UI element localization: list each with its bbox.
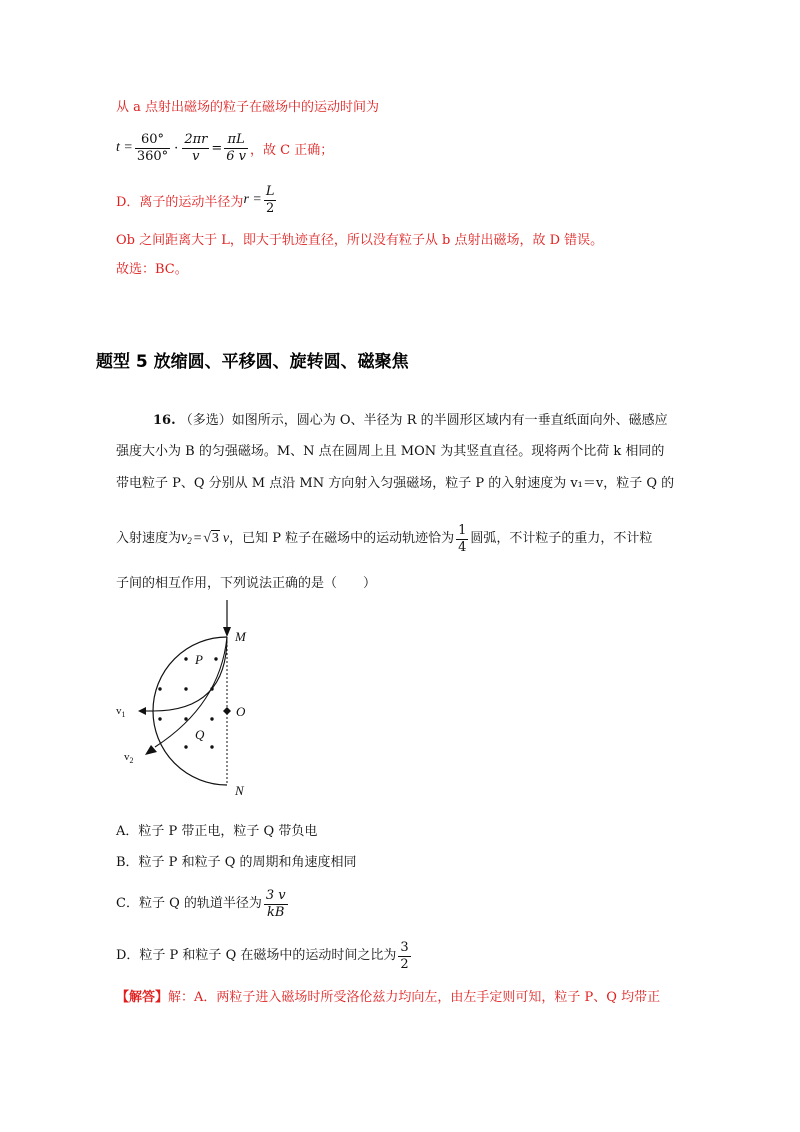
line4-c: 圆弧，不计粒子的重力，不计粒 [470,531,653,546]
incoming-arrowhead [223,627,231,637]
solution-line-1: 从 a 点射出磁场的粒子在磁场中的运动时间为 [116,100,380,115]
field-dot [184,717,187,720]
label-O: O [236,704,246,719]
fraction-1-4 [456,523,468,556]
frac-num: 60° [135,132,170,149]
line4-eq: = [192,531,203,546]
frac-den: 4 [458,539,467,555]
answer-line [116,988,660,1008]
v2-letter: v [124,751,130,763]
field-dot [210,745,213,748]
answer-tag: 【解答】 [116,990,169,1005]
label-v1 [116,705,126,719]
label-v2 [124,751,134,765]
field-dot [214,657,217,660]
line-D-r: r = [243,192,262,207]
label-N: N [235,783,244,798]
question-number: 16. [153,413,176,428]
fraction-L-2 [264,184,277,217]
solution-line-choice: 故选：BC。 [116,262,188,277]
frac-num: 3 [400,939,409,955]
line-D-prefix: D．离子的运动半径为 [116,194,244,210]
sqrt-radicand: 3 [211,531,219,546]
section-heading: 题型 5 放缩圆、平移圆、旋转圆、磁聚焦 [96,352,409,372]
question-line-1-text: （多选）如图所示，圆心为 O、半径为 R 的半圆形区域内有一垂直纸面向外、磁感应 [179,413,668,428]
trajectory-P [153,637,227,711]
frac-num: 3 v [265,887,286,903]
answer-text: 解：A．两粒子进入磁场时所受洛伦兹力均向左，由左手定则可知，粒子 P、Q 均带正 [168,990,661,1005]
fraction-piL-6v [224,132,248,165]
question-line-4 [116,518,652,560]
label-Q: Q [195,727,205,742]
label-P: P [195,652,203,667]
question-line-3: 带电粒子 P、Q 分别从 M 点沿 MN 方向射入匀强磁场，粒子 P 的入射速度为 v₁＝v，粒子 Q 的 [116,476,675,491]
frac-num: 2πr [184,131,208,147]
fraction-3-2 [398,940,410,973]
formula-t [116,126,333,170]
option-D-prefix: D．粒子 P 和粒子 Q 在磁场中的运动时间之比为 [116,948,397,963]
field-dot [158,717,161,720]
trajectory-Q [155,637,227,747]
v1-arrowhead [138,707,146,715]
dot-operator: · [174,140,179,156]
line4-b: ，已知 P 粒子在磁场中的运动轨迹恰为 [229,531,455,546]
option-B: B．粒子 P 和粒子 Q 的周期和角速度相同 [116,855,357,870]
formula-tail: ，故 C 正确； [250,142,334,158]
v1-subscript: 1 [121,710,126,719]
fraction-60-360 [135,132,170,165]
field-dot [184,687,187,690]
field-dot [184,745,187,748]
option-C [116,884,290,924]
frac-den: 2 [266,200,275,216]
question-line-2: 强度大小为 B 的匀强磁场。M、N 点在圆周上且 MON 为其竖直直径。现将两个比荷 k 相同的 [116,444,665,459]
v2-symbol [181,528,192,551]
option-D [116,936,413,976]
line4-a: 入射速度为 [116,531,182,546]
fraction-2pir-v [182,132,209,165]
field-dot [184,657,187,660]
fraction-3v-kB [264,888,288,921]
frac-den: kB [267,904,285,920]
field-dots [158,657,217,748]
frac-num: L [265,183,275,199]
magnetic-field-figure [100,595,270,810]
center-O-marker [223,707,231,715]
solution-line-Ob: Ob 之间距离大于 L，即大于轨迹直径，所以没有粒子从 b 点射出磁场，故 D 错误。 [116,233,604,248]
equals-sign: = [211,140,223,156]
question-line-5: 子间的相互作用，下列说法正确的是（ ） [116,576,377,591]
line4-v: v [222,531,230,546]
formula-t-eq: t = [116,140,133,155]
v1-letter: v [116,705,122,717]
sqrt-expression: √3 [203,531,219,546]
option-C-prefix: C．粒子 Q 的轨道半径为 [116,896,262,911]
label-M: M [235,629,246,644]
solution-line-D [116,180,278,220]
question-line-1 [153,411,668,431]
frac-num: πL [224,132,248,149]
field-dot [210,717,213,720]
frac-den: 2 [400,956,409,972]
v2-subscript: 2 [187,535,192,546]
frac-den: 360° [136,148,169,164]
field-dot [158,687,161,690]
v2-letter: v [181,529,188,545]
frac-den: v [192,148,200,164]
v2-subscript: 2 [129,756,134,765]
frac-num: 1 [458,522,467,538]
frac-den: 6 v [226,148,246,164]
option-A: A．粒子 P 带正电，粒子 Q 带负电 [116,824,318,839]
field-dot [210,687,213,690]
